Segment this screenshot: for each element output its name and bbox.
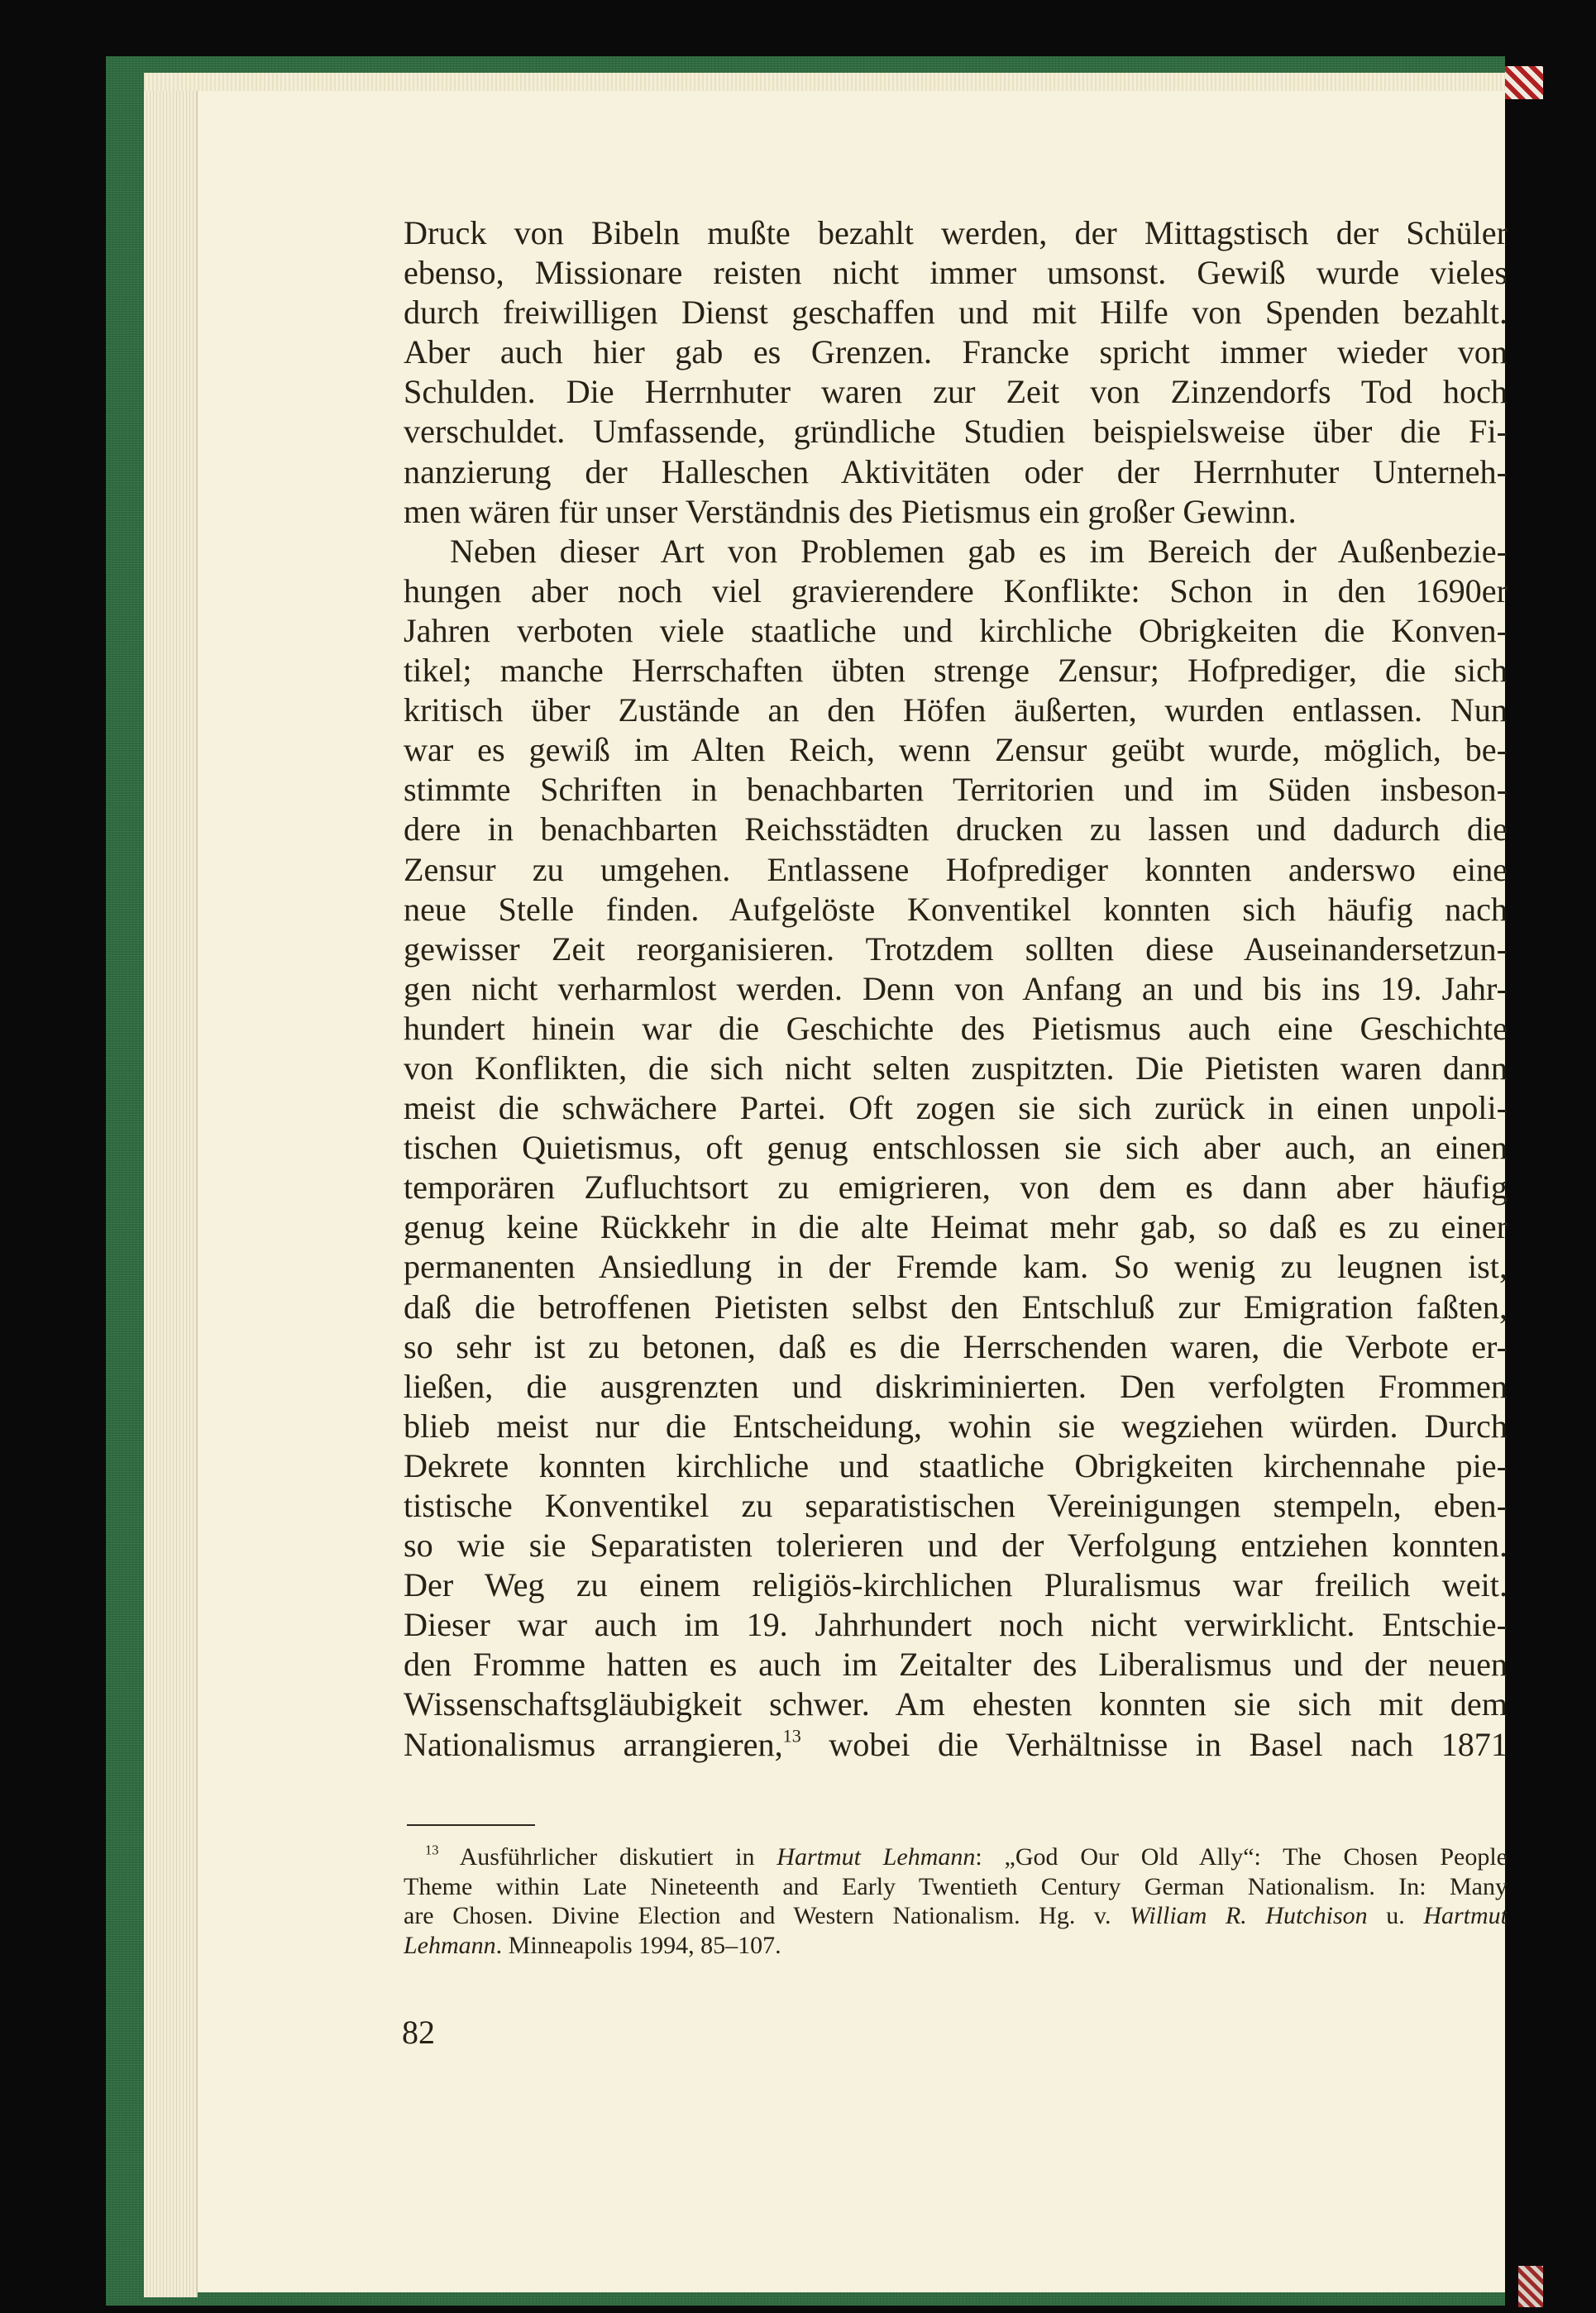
footnote-line: [404, 1931, 1508, 1961]
text-line: Druck von Bibeln mußte bezahlt werden, der Mittagstisch der Schüler: [404, 214, 1508, 251]
footnote-editor: Lehmann: [404, 1931, 496, 1959]
text-line: Neben dieser Art von Problemen gab es im Bereich der Außenbezie-: [450, 532, 1508, 570]
text-line: durch freiwilligen Dienst geschaffen und mit Hilfe von Spenden bezahlt.: [404, 294, 1508, 332]
text-line: Zensur zu umgehen. Entlassene Hofprediger konnten anderswo eine: [404, 850, 1508, 888]
text-line: gewisser Zeit reorganisieren. Trotzdem sollten diese Auseinandersetzun-: [404, 930, 1508, 968]
text-line: nanzierung der Halleschen Aktivitäten oder der Herrnhuter Unterneh-: [404, 452, 1508, 490]
text-fragment: Nationalismus arrangieren,: [404, 1725, 783, 1763]
footnote-line: [404, 1842, 1508, 1872]
text-line: meist die schwächere Partei. Oft zogen sie sich zurück in einen unpoli-: [404, 1089, 1508, 1127]
text-line: gen nicht verharmlost werden. Denn von Anfang an und bis ins 19. Jahr-: [404, 969, 1508, 1007]
page-top-edge: [144, 73, 1505, 91]
text-fragment: wobei die Verhältnisse in Basel nach 1871: [800, 1725, 1508, 1763]
text-line: daß die betroffenen Pietisten selbst den Entschluß zur Emigration faßten,: [404, 1288, 1508, 1326]
text-line: hundert hinein war die Geschichte des Pietismus auch eine Geschichte: [404, 1009, 1508, 1047]
text-line: tischen Quietismus, oft genug entschlossen sie sich aber auch, an einen: [404, 1129, 1508, 1167]
text-line: neue Stelle finden. Aufgelöste Konventikel konnten sich häufig nach: [404, 890, 1508, 928]
footnote-reference[interactable]: 13: [782, 1724, 801, 1746]
footnote-text: : „God Our Old Ally“: The Chosen People: [975, 1843, 1508, 1871]
text-line: Der Weg zu einem religiös-kirchlichen Pluralismus war freilich weit.: [404, 1566, 1508, 1604]
footnote-13: [404, 1842, 1508, 1960]
text-line: dere in benachbarten Reichsstädten drucken zu lassen und dadurch die: [404, 810, 1508, 848]
text-line: Jahren verboten viele staatliche und kirchliche Obrigkeiten die Konven-: [404, 611, 1508, 649]
footnote-editor: Hartmut: [1423, 1902, 1508, 1929]
text-line: blieb meist nur die Entscheidung, wohin sie wegziehen würden. Durch: [404, 1407, 1508, 1445]
text-line: ebenso, Missionare reisten nicht immer umsonst. Gewiß wurde vieles: [404, 254, 1508, 292]
text-line: temporären Zufluchtsort zu emigrieren, von dem es dann aber häufig: [404, 1168, 1508, 1207]
text-line: ließen, die ausgrenzten und diskriminierten. Den verfolgten Frommen: [404, 1367, 1508, 1405]
footnote-line: [404, 1901, 1508, 1931]
footnote-text: are Chosen. Divine Election and Western Nationalism. Hg. v.: [404, 1902, 1130, 1929]
bookmark-ribbon-end: [1518, 2266, 1543, 2307]
footnote-author: Hartmut Lehmann: [776, 1843, 976, 1871]
text-line: Aber auch hier gab es Grenzen. Francke spricht immer wieder von: [404, 333, 1508, 371]
footnote-text: u.: [1367, 1902, 1424, 1929]
footnote-number: 13: [425, 1842, 439, 1858]
footnote-text: . Minneapolis 1994, 85–107.: [495, 1931, 781, 1959]
text-line: verschuldet. Umfassende, gründliche Studien beispielsweise über die Fi-: [404, 413, 1508, 451]
text-line: tikel; manche Herrschaften übten strenge Zensur; Hofprediger, die sich: [404, 652, 1508, 690]
bookmark-ribbon: [1505, 66, 1543, 99]
text-line: stimmte Schriften in benachbarten Territorien und im Süden insbeson-: [404, 771, 1508, 809]
text-line: Schulden. Die Herrnhuter waren zur Zeit von Zinzendorfs Tod hoch: [404, 373, 1508, 411]
text-line: von Konflikten, die sich nicht selten zuspitzten. Die Pietisten waren dann: [404, 1049, 1508, 1087]
text-line: genug keine Rückkehr in die alte Heimat mehr gab, so daß es zu einer: [404, 1208, 1508, 1246]
text-line: men wären für unser Verständnis des Pietismus ein großer Gewinn.: [404, 492, 1297, 530]
text-line: tistische Konventikel zu separatistischen Vereinigungen stempeln, eben-: [404, 1487, 1508, 1524]
page-edges: [144, 73, 198, 2297]
text-line: Wissenschaftsgläubigkeit schwer. Am ehesten konnten sie sich mit dem: [404, 1685, 1508, 1723]
text-line: den Fromme hatten es auch im Zeitalter des Liberalismus und der neuen: [404, 1646, 1508, 1684]
body-text: [404, 213, 1508, 1765]
text-line: so wie sie Separatisten tolerieren und der Verfolgung entziehen konnten.: [404, 1527, 1508, 1565]
footnote-text: Ausführlicher diskutiert in: [438, 1843, 777, 1871]
text-line: war es gewiß im Alten Reich, wenn Zensur geübt wurde, möglich, be-: [404, 731, 1508, 769]
text-line: hungen aber noch viel gravierendere Konflikte: Schon in den 1690er: [404, 571, 1508, 609]
text-line: so sehr ist zu betonen, daß es die Herrschenden waren, die Verbote er-: [404, 1327, 1508, 1365]
text-line: Dieser war auch im 19. Jahrhundert noch nicht verwirklicht. Entschie-: [404, 1606, 1508, 1644]
page-number: 82: [402, 2014, 435, 2051]
text-line: kritisch über Zustände an den Höfen äußerten, wurden entlassen. Nun: [404, 691, 1508, 729]
text-line: permanenten Ansiedlung in der Fremde kam. So wenig zu leugnen ist,: [404, 1248, 1508, 1286]
footnote-separator: [407, 1824, 535, 1826]
footnote-editor: William R. Hutchison: [1130, 1902, 1368, 1929]
footnote-line: Theme within Late Nineteenth and Early Twentieth Century German Nationalism. In: Many: [404, 1872, 1508, 1900]
text-line-with-footnote-ref: [404, 1725, 1508, 1765]
text-line: Dekrete konnten kirchliche und staatliche Obrigkeiten kirchennahe pie-: [404, 1446, 1508, 1484]
